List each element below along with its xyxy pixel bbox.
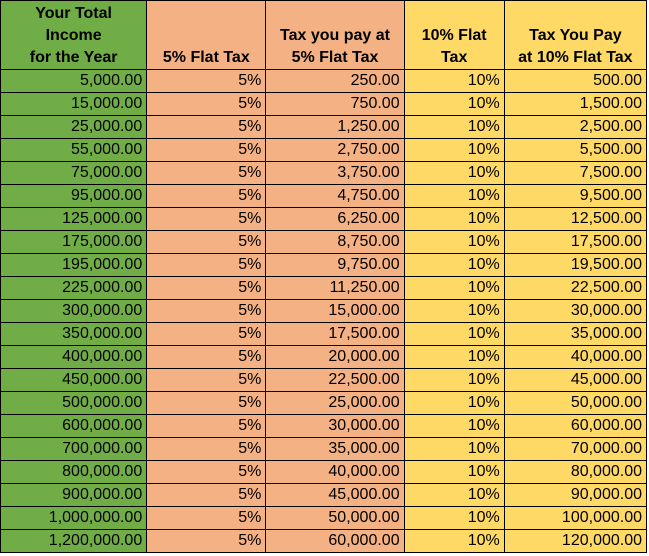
cell-income[interactable]: 600,000.00 xyxy=(1,415,147,438)
header-ten-percent-rate-line: Tax xyxy=(440,49,468,66)
cell-ten-percent-tax[interactable]: 17,500.00 xyxy=(504,231,646,254)
cell-ten-percent-tax[interactable]: 40,000.00 xyxy=(504,346,646,369)
table-row xyxy=(1,415,647,438)
cell-ten-percent-tax[interactable]: 22,500.00 xyxy=(504,277,646,300)
cell-ten-percent-rate[interactable]: 10% xyxy=(404,70,504,93)
cell-income[interactable]: 500,000.00 xyxy=(1,392,147,415)
header-income-line: Your Total xyxy=(35,5,112,22)
cell-income[interactable]: 400,000.00 xyxy=(1,346,147,369)
table-row xyxy=(1,231,647,254)
cell-five-percent-rate[interactable]: 5% xyxy=(147,116,266,139)
cell-ten-percent-tax[interactable]: 500.00 xyxy=(504,70,646,93)
header-five-percent-rate-line: 5% Flat Tax xyxy=(162,49,250,66)
cell-ten-percent-tax[interactable]: 80,000.00 xyxy=(504,461,646,484)
table-row xyxy=(1,254,647,277)
cell-ten-percent-rate[interactable]: 10% xyxy=(404,139,504,162)
cell-income[interactable]: 300,000.00 xyxy=(1,300,147,323)
table-row xyxy=(1,323,647,346)
cell-income[interactable]: 900,000.00 xyxy=(1,484,147,507)
cell-ten-percent-tax[interactable]: 50,000.00 xyxy=(504,392,646,415)
cell-five-percent-tax[interactable]: 250.00 xyxy=(266,70,404,93)
cell-five-percent-tax[interactable]: 9,750.00 xyxy=(266,254,404,277)
cell-ten-percent-rate[interactable]: 10% xyxy=(404,484,504,507)
cell-five-percent-tax[interactable]: 22,500.00 xyxy=(266,369,404,392)
table-body xyxy=(1,70,647,553)
cell-ten-percent-rate[interactable]: 10% xyxy=(404,438,504,461)
cell-ten-percent-rate[interactable]: 10% xyxy=(404,231,504,254)
header-ten-percent-rate-line: 10% Flat xyxy=(421,27,487,44)
cell-ten-percent-rate[interactable]: 10% xyxy=(404,93,504,116)
cell-ten-percent-tax[interactable]: 9,500.00 xyxy=(504,185,646,208)
cell-ten-percent-tax[interactable]: 60,000.00 xyxy=(504,415,646,438)
header-income[interactable] xyxy=(1,1,147,70)
cell-five-percent-tax[interactable]: 750.00 xyxy=(266,93,404,116)
cell-five-percent-rate[interactable]: 5% xyxy=(147,300,266,323)
table-row xyxy=(1,392,647,415)
cell-ten-percent-rate[interactable]: 10% xyxy=(404,346,504,369)
header-ten-percent-rate[interactable] xyxy=(404,1,504,70)
cell-five-percent-rate[interactable]: 5% xyxy=(147,530,266,553)
table-row xyxy=(1,93,647,116)
cell-five-percent-tax[interactable]: 20,000.00 xyxy=(266,346,404,369)
cell-five-percent-rate[interactable]: 5% xyxy=(147,162,266,185)
cell-five-percent-rate[interactable]: 5% xyxy=(147,369,266,392)
cell-five-percent-tax[interactable]: 3,750.00 xyxy=(266,162,404,185)
cell-five-percent-rate[interactable]: 5% xyxy=(147,208,266,231)
cell-five-percent-tax[interactable]: 45,000.00 xyxy=(266,484,404,507)
header-income-line: Income xyxy=(45,27,102,44)
cell-five-percent-tax[interactable]: 11,250.00 xyxy=(266,277,404,300)
cell-income[interactable]: 25,000.00 xyxy=(1,116,147,139)
table-row xyxy=(1,461,647,484)
cell-ten-percent-tax[interactable]: 120,000.00 xyxy=(504,530,646,553)
table-row xyxy=(1,70,647,93)
table-row xyxy=(1,484,647,507)
cell-income[interactable]: 225,000.00 xyxy=(1,277,147,300)
cell-income[interactable]: 55,000.00 xyxy=(1,139,147,162)
cell-income[interactable]: 1,200,000.00 xyxy=(1,530,147,553)
cell-five-percent-rate[interactable]: 5% xyxy=(147,323,266,346)
cell-ten-percent-rate[interactable]: 10% xyxy=(404,392,504,415)
header-ten-percent-tax-line: Tax You Pay xyxy=(529,27,622,44)
cell-ten-percent-tax[interactable]: 70,000.00 xyxy=(504,438,646,461)
cell-ten-percent-tax[interactable]: 2,500.00 xyxy=(504,116,646,139)
cell-ten-percent-rate[interactable]: 10% xyxy=(404,530,504,553)
table-row xyxy=(1,208,647,231)
header-ten-percent-tax-line: at 10% Flat Tax xyxy=(518,49,633,66)
cell-income[interactable]: 800,000.00 xyxy=(1,461,147,484)
cell-ten-percent-rate[interactable]: 10% xyxy=(404,323,504,346)
table-row xyxy=(1,507,647,530)
cell-ten-percent-tax[interactable]: 30,000.00 xyxy=(504,300,646,323)
table-row xyxy=(1,369,647,392)
cell-ten-percent-rate[interactable]: 10% xyxy=(404,208,504,231)
cell-five-percent-tax[interactable]: 4,750.00 xyxy=(266,185,404,208)
header-five-percent-tax-line: 5% Flat Tax xyxy=(291,49,379,66)
cell-income[interactable]: 175,000.00 xyxy=(1,231,147,254)
cell-income[interactable]: 5,000.00 xyxy=(1,70,147,93)
cell-ten-percent-tax[interactable]: 90,000.00 xyxy=(504,484,646,507)
cell-five-percent-rate[interactable]: 5% xyxy=(147,231,266,254)
cell-five-percent-tax[interactable]: 30,000.00 xyxy=(266,415,404,438)
header-row xyxy=(1,1,647,70)
cell-five-percent-rate[interactable]: 5% xyxy=(147,254,266,277)
cell-ten-percent-tax[interactable]: 5,500.00 xyxy=(504,139,646,162)
cell-five-percent-tax[interactable]: 8,750.00 xyxy=(266,231,404,254)
cell-five-percent-rate[interactable]: 5% xyxy=(147,415,266,438)
cell-five-percent-rate[interactable]: 5% xyxy=(147,185,266,208)
cell-five-percent-rate[interactable]: 5% xyxy=(147,93,266,116)
cell-five-percent-tax[interactable]: 25,000.00 xyxy=(266,392,404,415)
table-row xyxy=(1,139,647,162)
cell-five-percent-rate[interactable]: 5% xyxy=(147,507,266,530)
cell-five-percent-tax[interactable]: 17,500.00 xyxy=(266,323,404,346)
cell-five-percent-rate[interactable]: 5% xyxy=(147,392,266,415)
cell-ten-percent-tax[interactable]: 100,000.00 xyxy=(504,507,646,530)
cell-income[interactable]: 1,000,000.00 xyxy=(1,507,147,530)
cell-ten-percent-rate[interactable]: 10% xyxy=(404,116,504,139)
cell-ten-percent-rate[interactable]: 10% xyxy=(404,369,504,392)
cell-income[interactable]: 195,000.00 xyxy=(1,254,147,277)
table-row xyxy=(1,277,647,300)
cell-ten-percent-rate[interactable]: 10% xyxy=(404,300,504,323)
cell-ten-percent-rate[interactable]: 10% xyxy=(404,277,504,300)
cell-five-percent-tax[interactable]: 60,000.00 xyxy=(266,530,404,553)
cell-income[interactable]: 450,000.00 xyxy=(1,369,147,392)
cell-ten-percent-tax[interactable]: 19,500.00 xyxy=(504,254,646,277)
header-income-line: for the Year xyxy=(29,49,118,66)
cell-five-percent-tax[interactable]: 50,000.00 xyxy=(266,507,404,530)
table-row xyxy=(1,162,647,185)
header-five-percent-tax-line: Tax you pay at xyxy=(280,27,390,44)
cell-five-percent-rate[interactable]: 5% xyxy=(147,346,266,369)
table-row xyxy=(1,300,647,323)
cell-ten-percent-tax[interactable]: 35,000.00 xyxy=(504,323,646,346)
cell-income[interactable]: 350,000.00 xyxy=(1,323,147,346)
cell-income[interactable]: 95,000.00 xyxy=(1,185,147,208)
table-row xyxy=(1,185,647,208)
cell-five-percent-rate[interactable]: 5% xyxy=(147,70,266,93)
cell-ten-percent-tax[interactable]: 1,500.00 xyxy=(504,93,646,116)
cell-five-percent-rate[interactable]: 5% xyxy=(147,484,266,507)
table-row xyxy=(1,116,647,139)
header-ten-percent-tax[interactable] xyxy=(504,1,646,70)
cell-ten-percent-rate[interactable]: 10% xyxy=(404,162,504,185)
cell-five-percent-rate[interactable]: 5% xyxy=(147,277,266,300)
table-row xyxy=(1,438,647,461)
header-five-percent-rate[interactable] xyxy=(147,1,266,70)
cell-ten-percent-rate[interactable]: 10% xyxy=(404,185,504,208)
cell-five-percent-rate[interactable]: 5% xyxy=(147,461,266,484)
table-row xyxy=(1,530,647,553)
cell-ten-percent-tax[interactable]: 12,500.00 xyxy=(504,208,646,231)
cell-ten-percent-rate[interactable]: 10% xyxy=(404,254,504,277)
header-five-percent-tax[interactable] xyxy=(266,1,404,70)
cell-five-percent-rate[interactable]: 5% xyxy=(147,139,266,162)
cell-income[interactable]: 700,000.00 xyxy=(1,438,147,461)
cell-income[interactable]: 15,000.00 xyxy=(1,93,147,116)
cell-income[interactable]: 125,000.00 xyxy=(1,208,147,231)
cell-ten-percent-tax[interactable]: 45,000.00 xyxy=(504,369,646,392)
cell-ten-percent-tax[interactable]: 7,500.00 xyxy=(504,162,646,185)
cell-five-percent-tax[interactable]: 35,000.00 xyxy=(266,438,404,461)
cell-five-percent-tax[interactable]: 2,750.00 xyxy=(266,139,404,162)
cell-ten-percent-rate[interactable]: 10% xyxy=(404,415,504,438)
cell-five-percent-tax[interactable]: 6,250.00 xyxy=(266,208,404,231)
cell-income[interactable]: 75,000.00 xyxy=(1,162,147,185)
cell-five-percent-tax[interactable]: 15,000.00 xyxy=(266,300,404,323)
table-row xyxy=(1,346,647,369)
cell-five-percent-tax[interactable]: 40,000.00 xyxy=(266,461,404,484)
cell-ten-percent-rate[interactable]: 10% xyxy=(404,461,504,484)
cell-ten-percent-rate[interactable]: 10% xyxy=(404,507,504,530)
cell-five-percent-rate[interactable]: 5% xyxy=(147,438,266,461)
cell-five-percent-tax[interactable]: 1,250.00 xyxy=(266,116,404,139)
